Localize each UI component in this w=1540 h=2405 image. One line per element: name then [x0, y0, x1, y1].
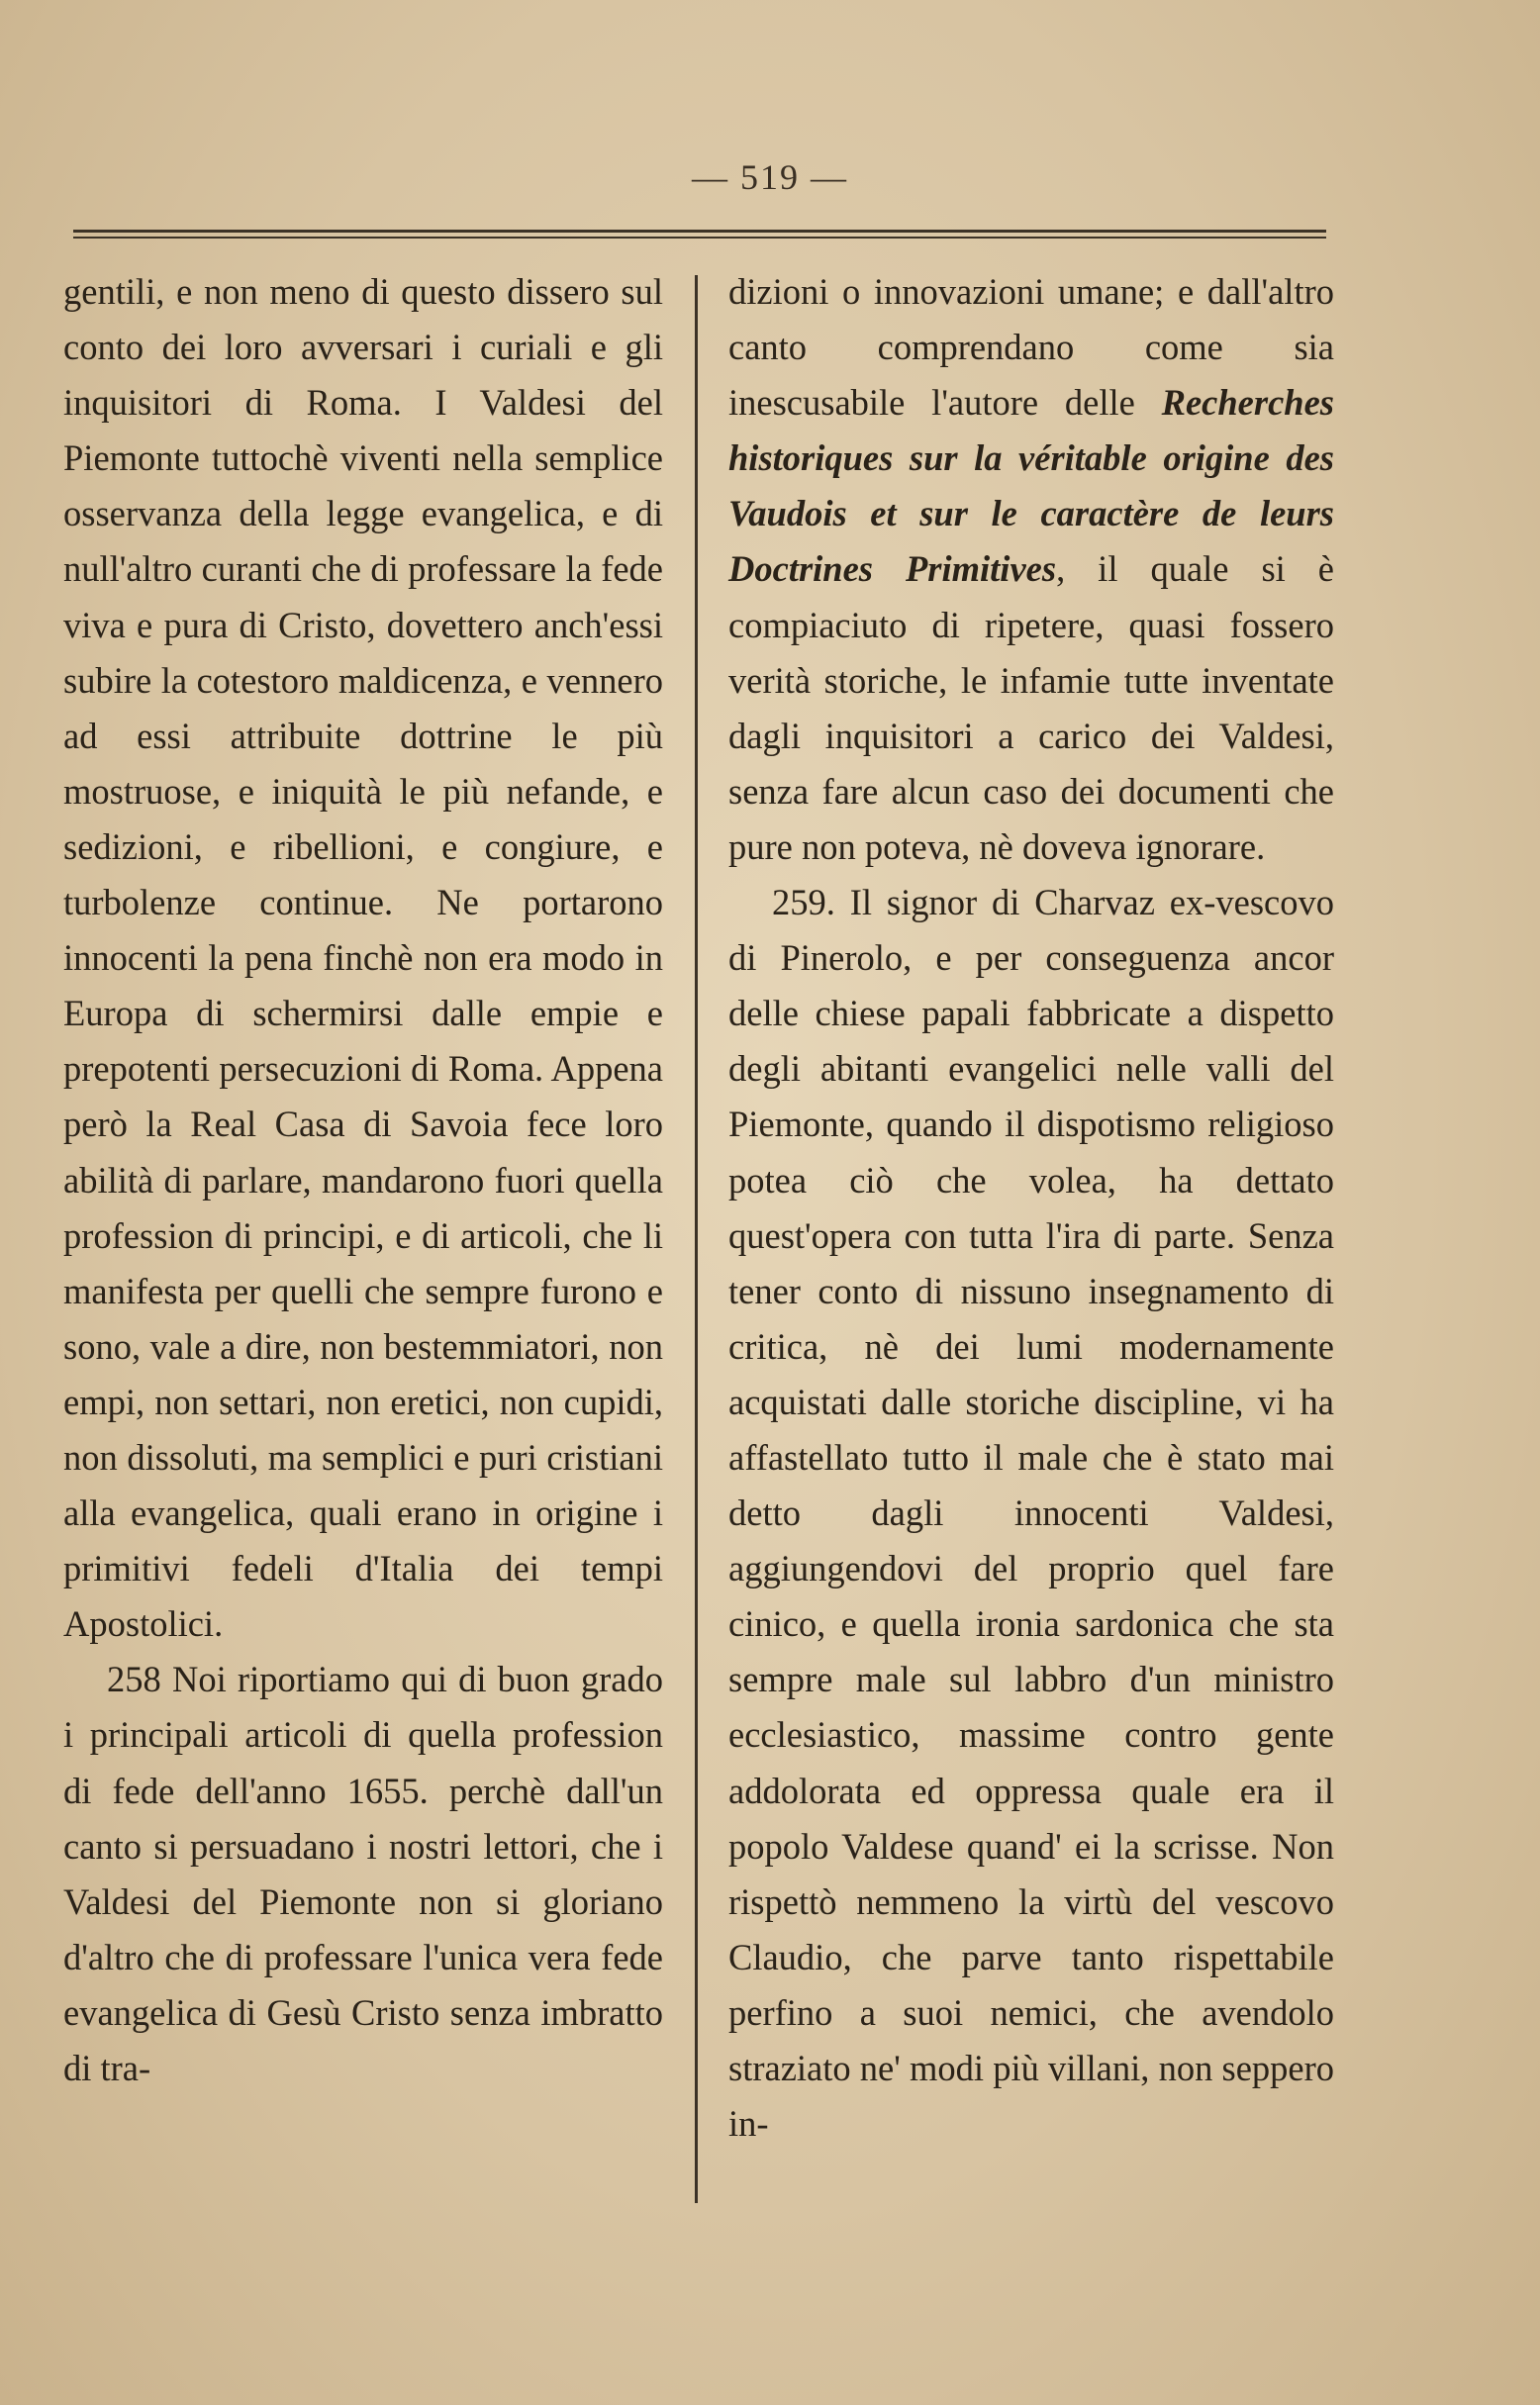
cited-book-title: Recherches historiques sur la véritable origine des Vaudois et sur le caractère de leurs Doctrines Primitives	[728, 382, 1334, 590]
right-paragraph-2: 259. Il signor di Charvaz ex-vescovo di Pinerolo, e per conseguenza ancor delle chiese papali fabbricate a dispetto degli abitanti evangelici nelle valli del Piemonte, quando il dispotismo religioso potea ciò che volea, ha dettato quest'opera con tutta l'ira di parte. Senza tener conto di nissuno insegnamento di critica, nè dei lumi modernamente acquistati dalle storiche discipline, vi ha affastellato tutto il male che è stato mai detto dagli innocenti Valdesi, aggiungendovi del proprio quel fare cinico, e quella ironia sardonica che sta sempre male sul labbro d'un ministro ecclesiastico, massime contro gente addolorata ed oppressa quale era il popolo Valdese quand' ei la scrisse. Non rispettò nemmeno la virtù del vescovo Claudio, che parve tanto rispettabile perfino a suoi nemici, che avendolo straziato ne' modi più villani, non seppero in-	[728, 882, 1334, 2145]
right-column	[728, 264, 1334, 2204]
right-paragraph-1	[728, 264, 1334, 875]
left-paragraph-2: 258 Noi riportiamo qui di buon grado i principali articoli di quella profession di fede dell'anno 1655. perchè dall'un canto si persuadano i nostri lettori, che i Valdesi del Piemonte non si gloriano d'altro che di professare l'unica vera fede evangelica di Gesù Cristo senza imbratto di tra-	[63, 1659, 663, 2088]
left-column	[63, 264, 663, 2204]
header-rule	[73, 230, 1326, 239]
column-divider	[695, 275, 698, 2203]
page-number: — 519 —	[692, 157, 848, 197]
right-paragraph-1-start: dizioni o innovazioni umane; e dall'altro canto comprendano come sia inescusabile l'autore delle	[728, 271, 1334, 424]
left-paragraph-1: gentili, e non meno di questo dissero sul conto dei loro avversari i curiali e gli inquisitori di Roma. I Valdesi del Piemonte tuttochè viventi nella semplice osservanza della legge evangelica, e di null'altro curanti che di professare la fede viva e pura di Cristo, dovettero anch'essi subire la cotestoro maldicenza, e vennero ad essi attribuite dottrine le più mostruose, e iniquità le più nefande, e sedizioni, e ribellioni, e congiure, e turbolenze continue. Ne portarono innocenti la pena finchè non era modo in Europa di schermirsi dalle empie e prepotenti persecuzioni di Roma. Appena però la Real Casa di Savoia fece loro abilità di parlare, mandarono fuori quella profession di principi, e di articoli, che li manifesta per quelli che sempre furono e sono, vale a dire, non bestemmiatori, non empi, non settari, non eretici, non cupidi, non dissoluti, ma semplici e puri cristiani alla evangelica, quali erano in origine i primitivi fedeli d'Italia dei tempi Apostolici.	[63, 271, 663, 1645]
right-paragraph-1-end: , il quale si è compiaciuto di ripetere, quasi fossero verità storiche, le infamie tutte inventate dagli inquisitori a carico dei Valdesi, senza fare alcun caso dei documenti che pure non poteva, nè doveva ignorare.	[728, 548, 1335, 867]
